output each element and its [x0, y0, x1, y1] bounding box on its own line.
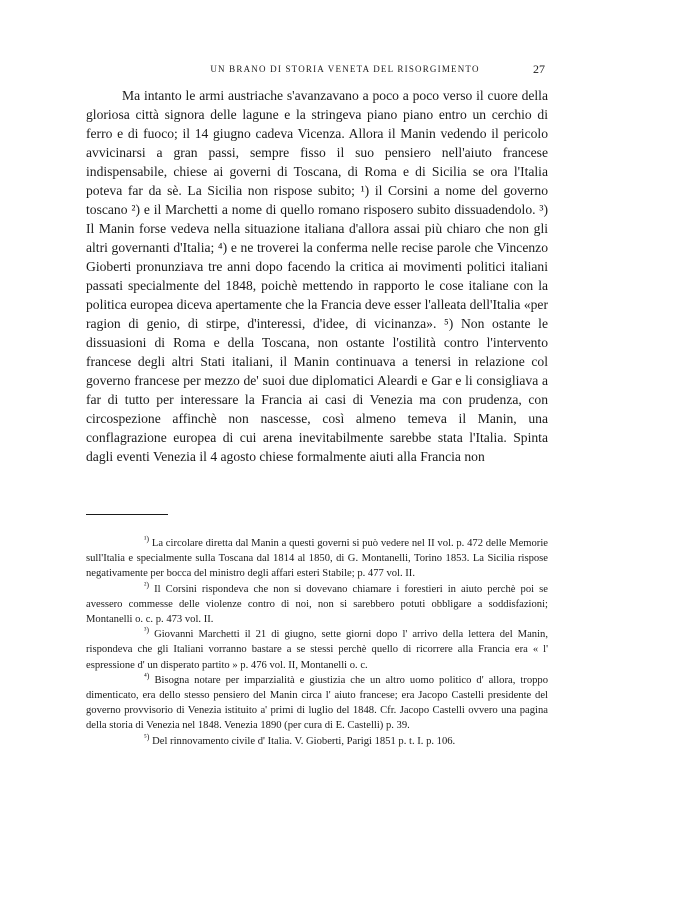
footnote-5 — [86, 734, 548, 749]
footnote-3 — [86, 627, 548, 673]
footnotes — [86, 536, 548, 749]
footnote-separator — [86, 514, 168, 515]
main-text — [86, 86, 548, 466]
footnote-marker: ³) — [144, 625, 150, 635]
footnote-text: La circolare diretta dal Manin a questi governi si può vedere nel II vol. p. 472 delle Memorie sull'Italia e specialmente sulla Toscana dal 1814 al 1850, di G. Montanelli, Torino 1853. La Sicilia rispose negativamente per bocca del ministro degli affari esteri Stabile; p. 477 vol. II. — [86, 538, 548, 580]
footnote-marker: ²) — [144, 580, 150, 590]
page-number: 27 — [533, 62, 545, 76]
footnote-1 — [86, 536, 548, 582]
footnote-marker: ⁵) — [144, 732, 150, 742]
running-header: UN BRANO DI STORIA VENETA DEL RISORGIMENTO — [210, 64, 480, 74]
body-paragraph: Ma intanto le armi austriache s'avanzavano a poco a poco verso il cuore della gloriosa città signora delle lagune e la stringeva piano piano entro un cerchio di ferro e di fuoco; il 14 giugno cadeva Vicenza. Allora il Manin vedendo il pericolo avvicinarsi a gran passi, sempre fisso il suo pensiero nell'aiuto francese indispensabile, chiese ai governi di Toscana, di Roma e di Sicilia se ora l'Italia poteva far da sè. La Sicilia non rispose subito; ¹) il Corsini a nome del governo toscano ²) e il Marchetti a nome di quello romano risposero subito dissuadendolo. ³) Il Manin forse vedeva nella situazione italiana d'allora assai più chiaro che non gli altri governanti d'Italia; ⁴) e ne troverei la conferma nelle recise parole che Vincenzo Gioberti pronunziava tre anni dopo facendo la critica ai movimenti politici italiani passati specialmente del 1848, poichè mettendo in rapporto le cose italiane con la politica europea diceva apertamente che la Francia deve esser l'alleata dell'Italia «per ragion di genio, di stirpe, d'interessi, d'idee, di vicinanza». ⁵) Non ostante le dissuasioni di Roma e della Toscana, non ostante l'ostilità contro l'intervento francese degli altri Stati italiani, il Manin continuava a tenersi in relazione col governo francese per mezzo de' suoi due diplomatici Aleardi e Gar e li consigliava a far di tutto per interessare la Francia ai casi di Venezia ma con prudenza, con circospezione affinchè non nascesse, così almeno temeva il Manin, una conflagrazione europea di cui arena inevitabilmente sarebbe stata l'Italia. Spinta dagli eventi Venezia il 4 agosto chiese formalmente aiuti alla Francia non — [86, 88, 548, 464]
footnote-text: Giovanni Marchetti il 21 di giugno, sette giorni dopo l' arrivo della lettera del Manin, rispondeva che gli Italiani vorranno bastare a se stessi perchè quello di ricorrere alla Francia era « l' espressione d' un disperato partito » p. 476 vol. II, Montanelli o. c. — [86, 629, 548, 671]
footnote-text: Del rinnovamento civile d' Italia. V. Gioberti, Parigi 1851 p. t. I. p. 106. — [152, 735, 456, 747]
footnote-text: Il Corsini rispondeva che non si dovevano chiamare i forestieri in aiuto perchè poi se avessero commesse delle violenze contro di noi, non si sarebbero potuti obbligare a soddisfazioni; Montanelli o. c. p. 473 vol. II. — [86, 583, 548, 626]
footnote-marker: ⁴) — [144, 671, 150, 681]
footnote-text: Bisogna notare per imparzialità e giustizia che un altro uomo politico d' allora, troppo dimenticato, era dello stesso pensiero del Manin circa l' aiuto francese; era Jacopo Castelli presidente del governo provvisorio di Venezia istituito a' primi di luglio del 1848. Cfr. Jacopo Castelli ovvero una pagina della storia di Venezia nel 1848. Venezia 1890 (per cura di E. Castelli) p. 39. — [86, 674, 549, 732]
footnote-marker: ¹) — [144, 534, 150, 544]
footnote-2 — [86, 582, 548, 628]
footnote-4 — [86, 673, 548, 734]
